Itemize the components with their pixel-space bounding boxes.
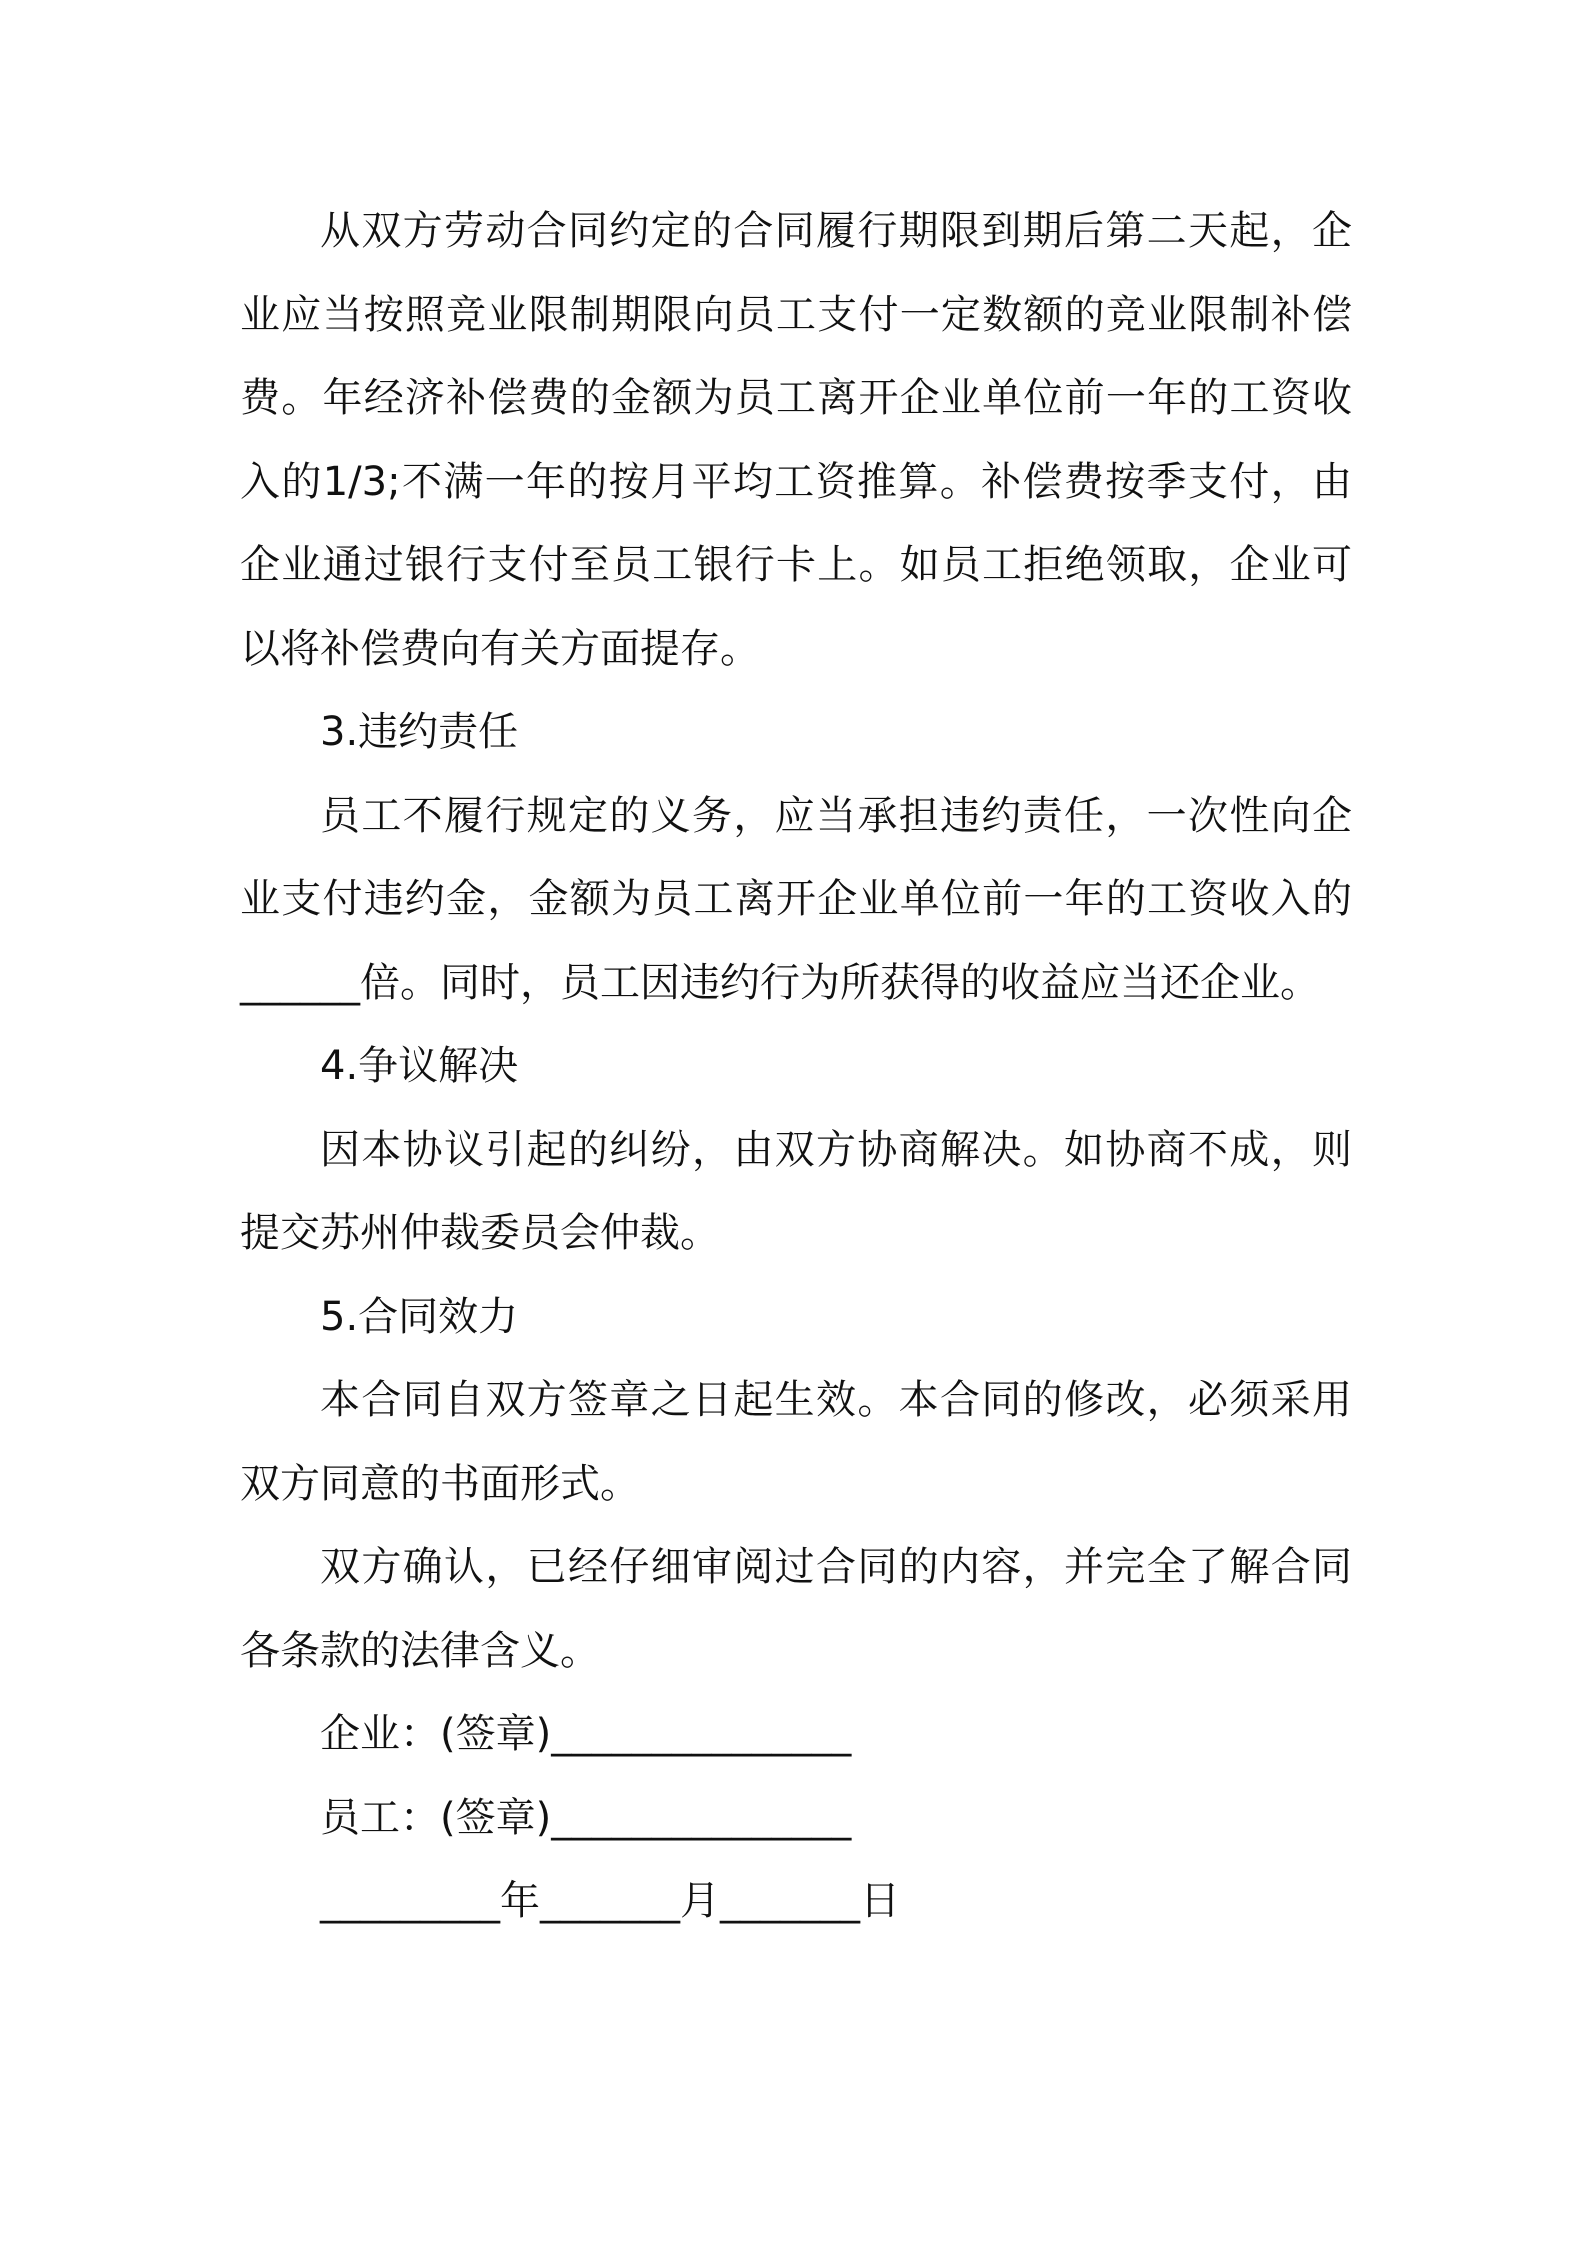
signature-employee-line: 员工：(签章)_______________ xyxy=(320,1794,852,1841)
signature-company-line: 企业：(签章)_______________ xyxy=(320,1711,852,1757)
document-body xyxy=(240,190,1352,1944)
heading-breach-liability: 3.违约责任 xyxy=(320,709,519,755)
signature-date-line: _________年_______月_______日 xyxy=(320,1878,900,1924)
paragraph-dispute-resolution: 因本协议引起的纠纷，由双方协商解决。如协商不成，则提交苏州仲裁委员会仲裁。 xyxy=(240,1126,1352,1256)
paragraph-breach-liability: 员工不履行规定的义务，应当承担违约责任，一次性向企业支付违约金，金额为员工离开企业单位前一年的工资收入的______倍。同时，员工因违约行为所获得的收益应当还企业。 xyxy=(240,792,1352,1006)
heading-contract-validity: 5.合同效力 xyxy=(320,1293,519,1340)
paragraph-contract-validity: 本合同自双方签章之日起生效。本合同的修改，必须采用双方同意的书面形式。 xyxy=(240,1377,1352,1507)
heading-dispute-resolution: 4.争议解决 xyxy=(320,1043,519,1089)
paragraph-confirmation: 双方确认，已经仔细审阅过合同的内容，并完全了解合同各条款的法律含义。 xyxy=(240,1544,1352,1674)
paragraph-compensation: 从双方劳动合同约定的合同履行期限到期后第二天起，企业应当按照竞业限制期限向员工支付一定数额的竞业限制补偿费。年经济补偿费的金额为员工离开企业单位前一年的工资收入的1/3;不满一年的按月平均工资推算。补偿费按季支付，由企业通过银行支付至员工银行卡上。如员工拒绝领取，企业可以将补偿费向有关方面提存。 xyxy=(240,208,1352,672)
